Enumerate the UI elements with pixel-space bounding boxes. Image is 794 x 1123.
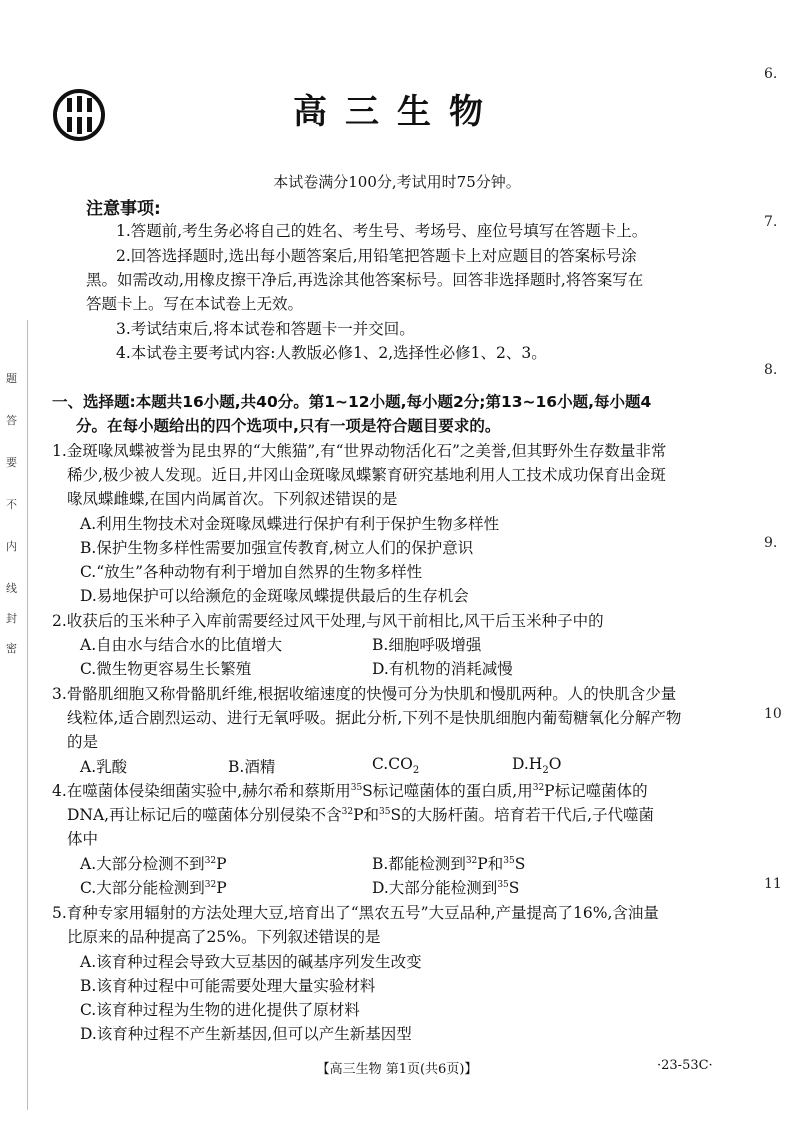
- question-1-option-b: B.保护生物多样性需要加强宣传教育,树立人们的保护意识: [80, 539, 474, 557]
- question-3-stem: 线粒体,适合剧烈运动、进行无氧呼吸。据此分析,下列不是快肌细胞内葡萄糖氧化分解产物: [67, 709, 682, 727]
- question-1-option-d: D.易地保护可以给濒危的金斑喙凤蝶提供最后的生存机会: [80, 587, 469, 605]
- exam-code: ·23-53C·: [657, 1058, 713, 1073]
- question-4-option-c: C.大部分能检测到$^{32}$P: [80, 879, 227, 897]
- section-heading: 一、选择题:本题共16小题,共40分。第1~12小题,每小题2分;第13~16小题,每小题4: [52, 393, 652, 411]
- question-1-stem: 喙凤蝶雌蝶,在国内尚属首次。下列叙述错误的是: [67, 490, 398, 508]
- edge-question-number: 9.: [764, 535, 778, 551]
- question-5-option-b: B.该育种过程中可能需要处理大量实验材料: [80, 977, 376, 995]
- section-heading: 分。在每小题给出的四个选项中,只有一项是符合题目要求的。: [76, 417, 501, 435]
- margin-char: 密: [6, 642, 17, 655]
- edge-question-number: 8.: [764, 362, 778, 378]
- question-5-option-d: D.该育种过程不产生新基因,但可以产生新基因型: [80, 1025, 412, 1043]
- binding-line: [27, 320, 28, 1110]
- question-3-option-a: A.乳酸: [80, 758, 128, 776]
- margin-char: 线: [6, 582, 17, 595]
- margin-char: 不: [6, 498, 17, 511]
- question-1-stem: 稀少,极少被人发现。近日,井冈山金斑喙凤蝶繁育研究基地利用人工技术成功保育出金斑: [67, 466, 666, 484]
- question-5-option-a: A.该育种过程会导致大豆基因的碱基序列发生改变: [80, 953, 422, 971]
- question-4-option-b: B.都能检测到$^{32}$P和$^{35}$S: [372, 855, 526, 873]
- question-2-option-c: C.微生物更容易生长繁殖: [80, 660, 252, 678]
- question-4-option-d: D.大部分能检测到$^{35}$S: [372, 879, 520, 897]
- notes-heading: 注意事项:: [86, 199, 161, 219]
- question-4-stem: DNA,再让标记后的噬菌体分别侵染不含$^{32}$P和$^{35}$S的大肠杆菌。培育若干代后,子代噬菌: [67, 806, 655, 824]
- question-1-option-c: C.“放生”各种动物有利于增加自然界的生物多样性: [80, 563, 423, 581]
- exam-subtitle: 本试卷满分100分,考试用时75分钟。: [273, 173, 521, 191]
- note-line: 1.答题前,考生务必将自己的姓名、考生号、考场号、座位号填写在答题卡上。: [116, 222, 648, 240]
- question-1-option-a: A.利用生物技术对金斑喙凤蝶进行保护有利于保护生物多样性: [80, 515, 500, 533]
- note-line: 答题卡上。写在本试卷上无效。: [86, 295, 304, 313]
- question-2-stem: 2.收获后的玉米种子入库前需要经过风干处理,与风干前相比,风干后玉米种子中的: [52, 612, 604, 630]
- question-5-option-c: C.该育种过程为生物的进化提供了原材料: [80, 1001, 360, 1019]
- question-2-option-a: A.自由水与结合水的比值增大: [80, 636, 283, 654]
- margin-char: 题: [6, 372, 17, 385]
- note-line: 黑。如需改动,用橡皮擦干净后,再选涂其他答案标号。回答非选择题时,将答案写在: [86, 271, 644, 289]
- question-4-stem: 体中: [67, 830, 99, 848]
- question-4-option-a: A.大部分检测不到$^{32}$P: [80, 855, 227, 873]
- question-3-stem: 3.骨骼肌细胞又称骨骼肌纤维,根据收缩速度的快慢可分为快肌和慢肌两种。人的快肌含少量: [52, 685, 677, 703]
- question-3-stem: 的是: [67, 733, 99, 751]
- margin-char: 要: [6, 456, 17, 469]
- question-3-option-d: $D.H_2O$: [512, 755, 562, 777]
- page-footer: 【高三生物 第1页(共6页)】: [316, 1062, 478, 1077]
- edge-question-number: 6.: [764, 66, 778, 82]
- note-line: 3.考试结束后,将本试卷和答题卡一并交回。: [116, 320, 415, 338]
- note-line: 4.本试卷主要考试内容:人教版必修1、2,选择性必修1、2、3。: [116, 344, 547, 362]
- question-5-stem: 比原来的品种提高了25%。下列叙述错误的是: [67, 928, 381, 946]
- question-2-option-b: B.细胞呼吸增强: [372, 636, 482, 654]
- edge-question-number: 11: [764, 876, 782, 892]
- edge-question-number: 7.: [764, 214, 778, 230]
- note-line: 2.回答选择题时,选出每小题答案后,用铅笔把答题卡上对应题目的答案标号涂: [116, 247, 637, 265]
- margin-char: 内: [6, 540, 17, 553]
- question-1-stem: 1.金斑喙凤蝶被誉为昆虫界的“大熊猫”,有“世界动物活化石”之美誉,但其野外生存数量非常: [52, 442, 667, 460]
- question-5-stem: 5.育种专家用辐射的方法处理大豆,培育出了“黑农五号”大豆品种,产量提高了16%,含油量: [52, 904, 659, 922]
- question-2-option-d: D.有机物的消耗减慢: [372, 660, 513, 678]
- question-4-stem: 4.在噬菌体侵染细菌实验中,赫尔希和蔡斯用$^{35}$S标记噬菌体的蛋白质,用$^{32}$P标记噬菌体的: [52, 782, 648, 800]
- question-3-option-b: B.酒精: [228, 758, 276, 776]
- binding-margin: [0, 330, 26, 660]
- edge-question-number: 10: [764, 706, 782, 722]
- exam-title: 高三生物: [293, 92, 501, 132]
- margin-char: 封: [6, 612, 17, 625]
- question-3-option-c: $C.CO_2$: [372, 755, 420, 777]
- margin-char: 答: [6, 414, 17, 427]
